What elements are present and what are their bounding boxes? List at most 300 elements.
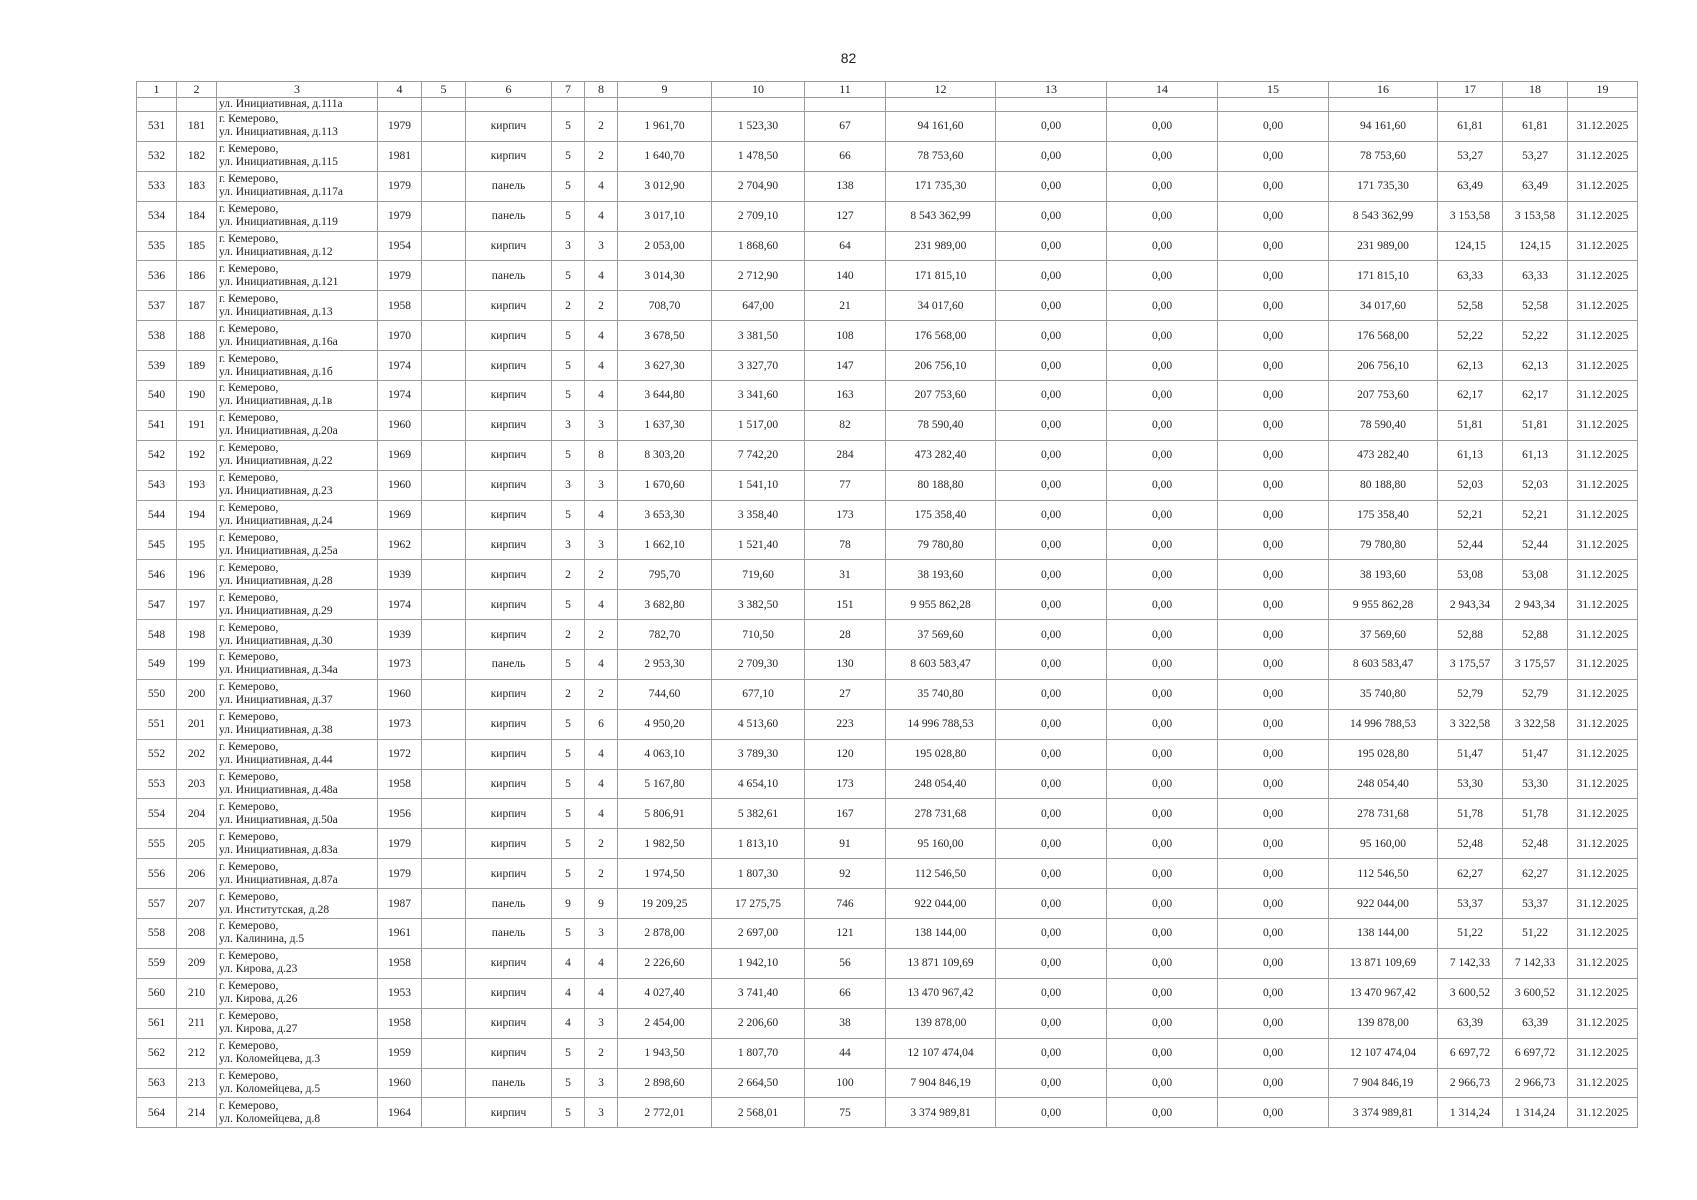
table-cell: 175 358,40 xyxy=(886,500,996,530)
table-cell: 0,00 xyxy=(1107,500,1218,530)
table-cell: 52,58 xyxy=(1438,291,1503,321)
table-cell: 0,00 xyxy=(1218,171,1329,201)
housing-register-table xyxy=(136,81,1638,1128)
table-cell: 0,00 xyxy=(1107,410,1218,440)
address-street: ул. Инициативная, д.25а xyxy=(219,544,338,557)
table-cell: 204 xyxy=(177,799,217,829)
table-row xyxy=(137,560,1638,590)
table-cell: 5 xyxy=(552,650,585,680)
table-cell: 206 756,10 xyxy=(886,351,996,381)
table-cell: 95 160,00 xyxy=(1329,829,1438,859)
table-row xyxy=(137,1008,1638,1038)
table-cell: 63,39 xyxy=(1503,1008,1568,1038)
table-cell: 1969 xyxy=(378,440,422,470)
table-cell: 557 xyxy=(137,889,177,919)
table-cell: 6 697,72 xyxy=(1438,1038,1503,1068)
table-cell xyxy=(552,98,585,112)
table-cell: 3 175,57 xyxy=(1438,650,1503,680)
table-row xyxy=(137,440,1638,470)
table-cell: 0,00 xyxy=(996,530,1107,560)
table-cell: 208 xyxy=(177,919,217,949)
table-cell xyxy=(422,470,466,500)
table-cell: 552 xyxy=(137,739,177,769)
table-cell xyxy=(422,650,466,680)
table-cell: 3 682,80 xyxy=(618,590,712,620)
table-cell: 53,37 xyxy=(1438,889,1503,919)
table-cell: 1 974,50 xyxy=(618,859,712,889)
table-cell: 38 193,60 xyxy=(1329,560,1438,590)
table-row xyxy=(137,141,1638,171)
address-cell xyxy=(217,1098,378,1128)
table-cell: 80 188,80 xyxy=(1329,470,1438,500)
table-cell: 182 xyxy=(177,141,217,171)
table-cell: 61,81 xyxy=(1438,112,1503,142)
table-cell: кирпич xyxy=(466,470,552,500)
table-cell: 202 xyxy=(177,739,217,769)
table-cell: 53,30 xyxy=(1503,769,1568,799)
table-cell: 0,00 xyxy=(1107,470,1218,500)
table-cell: 34 017,60 xyxy=(886,291,996,321)
table-cell: 1973 xyxy=(378,709,422,739)
table-cell: кирпич xyxy=(466,799,552,829)
table-cell: 4 xyxy=(585,261,618,291)
table-cell: 2 xyxy=(552,560,585,590)
table-cell: 5 xyxy=(552,381,585,411)
table-cell: 207 xyxy=(177,889,217,919)
table-cell: 1 982,50 xyxy=(618,829,712,859)
table-cell: 0,00 xyxy=(996,201,1107,231)
table-cell: 17 275,75 xyxy=(712,889,805,919)
column-header: 4 xyxy=(378,82,422,98)
table-cell: 53,08 xyxy=(1438,560,1503,590)
address-street: ул. Инициативная, д.87а xyxy=(219,873,338,886)
table-cell: 1 314,24 xyxy=(1438,1098,1503,1128)
table-cell: 0,00 xyxy=(1218,799,1329,829)
table-cell: 3 341,60 xyxy=(712,381,805,411)
table-cell: 537 xyxy=(137,291,177,321)
table-cell: 0,00 xyxy=(1107,919,1218,949)
table-cell: 4 xyxy=(585,500,618,530)
table-cell: 12 107 474,04 xyxy=(886,1038,996,1068)
table-cell: 3 012,90 xyxy=(618,171,712,201)
table-cell: 35 740,80 xyxy=(886,679,996,709)
address-cell xyxy=(217,291,378,321)
table-cell: 3 xyxy=(585,470,618,500)
table-cell: 4 xyxy=(585,650,618,680)
address-city: г. Кемерово, xyxy=(219,711,279,724)
table-cell: 212 xyxy=(177,1038,217,1068)
table-cell: 5 xyxy=(552,829,585,859)
table-cell: 210 xyxy=(177,978,217,1008)
table-cell xyxy=(1329,98,1438,112)
continuation-row xyxy=(137,98,1638,112)
table-row xyxy=(137,859,1638,889)
table-cell: 2 709,30 xyxy=(712,650,805,680)
table-cell: 62,17 xyxy=(1503,381,1568,411)
table-cell: 127 xyxy=(805,201,886,231)
table-cell: 31.12.2025 xyxy=(1568,1098,1638,1128)
table-cell: 31.12.2025 xyxy=(1568,620,1638,650)
table-cell: 151 xyxy=(805,590,886,620)
table-cell: 0,00 xyxy=(996,1068,1107,1098)
table-cell: 555 xyxy=(137,829,177,859)
table-cell: 7 904 846,19 xyxy=(1329,1068,1438,1098)
address-street: ул. Инициативная, д.119 xyxy=(219,216,338,229)
table-cell: 1 517,00 xyxy=(712,410,805,440)
table-cell: 31.12.2025 xyxy=(1568,799,1638,829)
table-cell: 31.12.2025 xyxy=(1568,1068,1638,1098)
table-cell: 63,33 xyxy=(1438,261,1503,291)
table-cell: 0,00 xyxy=(1218,1038,1329,1068)
table-cell: 206 756,10 xyxy=(1329,351,1438,381)
table-cell: 0,00 xyxy=(1218,1068,1329,1098)
table-cell: 31.12.2025 xyxy=(1568,769,1638,799)
page-number: 82 xyxy=(840,50,857,66)
table-cell: 0,00 xyxy=(996,440,1107,470)
table-cell: панель xyxy=(466,201,552,231)
table-cell: 53,27 xyxy=(1503,141,1568,171)
table-cell: 0,00 xyxy=(996,919,1107,949)
address-city: г. Кемерово, xyxy=(219,1099,279,1112)
table-cell: 541 xyxy=(137,410,177,440)
table-cell: 207 753,60 xyxy=(1329,381,1438,411)
table-cell: 5 xyxy=(552,919,585,949)
table-cell: 13 470 967,42 xyxy=(1329,978,1438,1008)
table-cell: 6 697,72 xyxy=(1503,1038,1568,1068)
table-cell: 31.12.2025 xyxy=(1568,1008,1638,1038)
table-cell: 3 741,40 xyxy=(712,978,805,1008)
table-cell xyxy=(422,112,466,142)
table-cell: 1974 xyxy=(378,351,422,381)
address-city: г. Кемерово, xyxy=(219,1040,279,1053)
table-cell xyxy=(422,381,466,411)
table-cell: 206 xyxy=(177,859,217,889)
table-cell: 31.12.2025 xyxy=(1568,231,1638,261)
table-cell: 563 xyxy=(137,1068,177,1098)
table-cell: 3 014,30 xyxy=(618,261,712,291)
table-cell: 214 xyxy=(177,1098,217,1128)
table-cell: 3 xyxy=(585,1068,618,1098)
table-cell: 0,00 xyxy=(996,381,1107,411)
table-cell: панель xyxy=(466,650,552,680)
table-cell: панель xyxy=(466,261,552,291)
table-cell xyxy=(1438,98,1503,112)
table-cell: кирпич xyxy=(466,679,552,709)
table-cell: 51,47 xyxy=(1438,739,1503,769)
table-cell: 52,58 xyxy=(1503,291,1568,321)
address-street: ул. Инициативная, д.37 xyxy=(219,694,333,707)
address-street: ул. Инициативная, д.83а xyxy=(219,843,338,856)
table-cell: 13 871 109,69 xyxy=(1329,948,1438,978)
table-row xyxy=(137,620,1638,650)
table-cell: 7 142,33 xyxy=(1438,948,1503,978)
table-cell: 0,00 xyxy=(996,1098,1107,1128)
table-cell: 3 374 989,81 xyxy=(886,1098,996,1128)
address-cell xyxy=(217,112,378,142)
table-cell xyxy=(805,98,886,112)
table-row xyxy=(137,590,1638,620)
table-cell: 31.12.2025 xyxy=(1568,709,1638,739)
table-cell: 0,00 xyxy=(996,739,1107,769)
table-cell: 3 xyxy=(552,410,585,440)
address-street: ул. Инициативная, д.1б xyxy=(219,365,333,378)
address-city: г. Кемерово, xyxy=(219,561,279,574)
table-cell: 61,13 xyxy=(1503,440,1568,470)
table-cell: 0,00 xyxy=(996,948,1107,978)
table-cell: 198 xyxy=(177,620,217,650)
table-cell: 0,00 xyxy=(996,1038,1107,1068)
table-row xyxy=(137,1068,1638,1098)
table-cell: 196 xyxy=(177,560,217,590)
table-cell: 3 xyxy=(585,1008,618,1038)
table-cell: 31.12.2025 xyxy=(1568,919,1638,949)
table-cell: 171 815,10 xyxy=(886,261,996,291)
column-header: 3 xyxy=(217,82,378,98)
table-cell xyxy=(466,98,552,112)
table-cell: 1 541,10 xyxy=(712,470,805,500)
address-city: г. Кемерово, xyxy=(219,531,279,544)
table-cell: 0,00 xyxy=(996,560,1107,590)
address-city: г. Кемерово, xyxy=(219,173,279,186)
table-cell: 0,00 xyxy=(1218,1008,1329,1038)
table-cell: 545 xyxy=(137,530,177,560)
table-cell: 3 627,30 xyxy=(618,351,712,381)
table-cell: 0,00 xyxy=(1107,261,1218,291)
table-cell xyxy=(422,1008,466,1038)
table-cell xyxy=(422,351,466,381)
table-cell: 199 xyxy=(177,650,217,680)
table-cell: 0,00 xyxy=(1107,829,1218,859)
table-cell: 4 027,40 xyxy=(618,978,712,1008)
table-cell xyxy=(585,98,618,112)
table-cell: кирпич xyxy=(466,978,552,1008)
table-cell: 0,00 xyxy=(1107,1038,1218,1068)
table-cell: 1987 xyxy=(378,889,422,919)
table-cell: 0,00 xyxy=(1218,620,1329,650)
table-cell: 0,00 xyxy=(1218,739,1329,769)
table-cell: 0,00 xyxy=(996,769,1107,799)
table-cell: 7 904 846,19 xyxy=(886,1068,996,1098)
address-city: г. Кемерово, xyxy=(219,591,279,604)
table-cell: 0,00 xyxy=(1107,112,1218,142)
table-cell xyxy=(422,1068,466,1098)
table-cell: кирпич xyxy=(466,948,552,978)
table-cell xyxy=(422,859,466,889)
table-cell: 0,00 xyxy=(1218,590,1329,620)
table-cell: 677,10 xyxy=(712,679,805,709)
table-cell: 1962 xyxy=(378,530,422,560)
table-cell: 0,00 xyxy=(1218,381,1329,411)
table-cell: 31.12.2025 xyxy=(1568,351,1638,381)
table-cell: 52,03 xyxy=(1438,470,1503,500)
table-cell: 53,08 xyxy=(1503,560,1568,590)
table-cell: 0,00 xyxy=(996,650,1107,680)
table-cell: 193 xyxy=(177,470,217,500)
table-cell: 80 188,80 xyxy=(886,470,996,500)
table-cell: кирпич xyxy=(466,709,552,739)
table-cell: 175 358,40 xyxy=(1329,500,1438,530)
table-cell xyxy=(886,98,996,112)
table-cell xyxy=(996,98,1107,112)
table-cell: 1956 xyxy=(378,799,422,829)
table-cell: кирпич xyxy=(466,321,552,351)
table-cell xyxy=(422,440,466,470)
table-cell: 0,00 xyxy=(1107,739,1218,769)
table-cell: кирпич xyxy=(466,590,552,620)
table-cell: 94 161,60 xyxy=(1329,112,1438,142)
table-cell: 181 xyxy=(177,112,217,142)
table-cell: 3 322,58 xyxy=(1438,709,1503,739)
column-header: 16 xyxy=(1329,82,1438,98)
table-cell: 138 144,00 xyxy=(1329,919,1438,949)
table-cell: 549 xyxy=(137,650,177,680)
table-cell: 0,00 xyxy=(996,859,1107,889)
table-cell: 173 xyxy=(805,769,886,799)
table-cell: 5 xyxy=(552,1038,585,1068)
address-city: г. Кемерово, xyxy=(219,771,279,784)
table-cell: 0,00 xyxy=(1107,530,1218,560)
table-cell: 201 xyxy=(177,709,217,739)
table-cell: 1974 xyxy=(378,590,422,620)
table-cell: кирпич xyxy=(466,1008,552,1038)
table-cell: 190 xyxy=(177,381,217,411)
address-city: г. Кемерово, xyxy=(219,292,279,305)
table-cell: 0,00 xyxy=(996,829,1107,859)
table-cell: 5 xyxy=(552,500,585,530)
table-cell: 185 xyxy=(177,231,217,261)
continuation-address: ул. Инициативная, д.111а xyxy=(217,98,378,112)
table-cell: 0,00 xyxy=(996,709,1107,739)
table-cell: 922 044,00 xyxy=(1329,889,1438,919)
table-cell: 2 712,90 xyxy=(712,261,805,291)
table-cell: 1 521,40 xyxy=(712,530,805,560)
table-cell: кирпич xyxy=(466,440,552,470)
table-cell: 1959 xyxy=(378,1038,422,1068)
table-cell: 51,81 xyxy=(1503,410,1568,440)
table-cell: 2 664,50 xyxy=(712,1068,805,1098)
table-cell: 5 xyxy=(552,709,585,739)
table-cell: кирпич xyxy=(466,739,552,769)
table-cell: 211 xyxy=(177,1008,217,1038)
table-cell xyxy=(422,1038,466,1068)
table-cell xyxy=(422,261,466,291)
table-cell: кирпич xyxy=(466,112,552,142)
table-cell: 0,00 xyxy=(1107,859,1218,889)
table-cell xyxy=(422,141,466,171)
table-cell: 719,60 xyxy=(712,560,805,590)
table-cell: кирпич xyxy=(466,351,552,381)
table-cell: 744,60 xyxy=(618,679,712,709)
table-cell: 4 950,20 xyxy=(618,709,712,739)
table-cell: 231 989,00 xyxy=(886,231,996,261)
table-row xyxy=(137,1038,1638,1068)
table-cell: 2 xyxy=(585,829,618,859)
table-cell: 0,00 xyxy=(1218,261,1329,291)
table-cell: 1979 xyxy=(378,171,422,201)
table-cell: 37 569,60 xyxy=(886,620,996,650)
table-cell: 21 xyxy=(805,291,886,321)
table-cell: 3 382,50 xyxy=(712,590,805,620)
table-cell: 51,81 xyxy=(1438,410,1503,440)
address-cell xyxy=(217,321,378,351)
table-cell: 63,49 xyxy=(1503,171,1568,201)
table-cell: 0,00 xyxy=(1218,769,1329,799)
table-cell: 1 943,50 xyxy=(618,1038,712,1068)
table-cell: 79 780,80 xyxy=(1329,530,1438,560)
table-cell xyxy=(422,291,466,321)
address-street: ул. Коломейцева, д.3 xyxy=(219,1053,321,1066)
address-street: ул. Инициативная, д.115 xyxy=(219,156,338,169)
table-cell: 138 xyxy=(805,171,886,201)
table-cell: 31.12.2025 xyxy=(1568,171,1638,201)
column-header: 15 xyxy=(1218,82,1329,98)
table-cell: 52,48 xyxy=(1503,829,1568,859)
table-cell: кирпич xyxy=(466,500,552,530)
table-cell: 3 653,30 xyxy=(618,500,712,530)
table-cell: 0,00 xyxy=(1107,291,1218,321)
table-cell: 0,00 xyxy=(1107,231,1218,261)
table-cell: 1960 xyxy=(378,410,422,440)
address-cell xyxy=(217,769,378,799)
table-cell: 3 xyxy=(552,530,585,560)
table-cell: 0,00 xyxy=(996,321,1107,351)
table-row xyxy=(137,231,1638,261)
address-street: ул. Инициативная, д.121 xyxy=(219,275,339,288)
table-cell: 556 xyxy=(137,859,177,889)
table-cell: 0,00 xyxy=(1218,679,1329,709)
table-cell: 532 xyxy=(137,141,177,171)
address-street: ул. Калинина, д.5 xyxy=(219,933,305,946)
table-cell: 4 xyxy=(585,739,618,769)
table-cell: 95 160,00 xyxy=(886,829,996,859)
table-cell xyxy=(422,769,466,799)
table-cell: 192 xyxy=(177,440,217,470)
column-header: 7 xyxy=(552,82,585,98)
table-cell: 28 xyxy=(805,620,886,650)
table-cell: 205 xyxy=(177,829,217,859)
table-cell: 0,00 xyxy=(1218,231,1329,261)
table-cell xyxy=(422,98,466,112)
table-cell: 544 xyxy=(137,500,177,530)
table-cell: 203 xyxy=(177,769,217,799)
table-cell: 1954 xyxy=(378,231,422,261)
table-cell: 188 xyxy=(177,321,217,351)
table-cell: 0,00 xyxy=(996,978,1107,1008)
address-cell xyxy=(217,171,378,201)
table-row xyxy=(137,470,1638,500)
table-cell: 3 153,58 xyxy=(1438,201,1503,231)
table-cell xyxy=(422,919,466,949)
table-cell: 0,00 xyxy=(996,620,1107,650)
table-cell: 2 xyxy=(552,679,585,709)
address-street: ул. Инициативная, д.23 xyxy=(219,485,333,498)
table-cell xyxy=(712,98,805,112)
table-cell: 31.12.2025 xyxy=(1568,859,1638,889)
table-cell: 5 xyxy=(552,261,585,291)
table-cell: 100 xyxy=(805,1068,886,1098)
table-cell: 112 546,50 xyxy=(886,859,996,889)
table-cell: 4 xyxy=(585,590,618,620)
table-cell: 2 xyxy=(585,112,618,142)
table-cell: 63,49 xyxy=(1438,171,1503,201)
table-cell: 1 637,30 xyxy=(618,410,712,440)
table-cell: 4 xyxy=(585,978,618,1008)
table-cell: 3 xyxy=(585,919,618,949)
table-cell xyxy=(422,410,466,440)
address-street: ул. Коломейцева, д.8 xyxy=(219,1112,321,1125)
table-cell: 67 xyxy=(805,112,886,142)
address-street: ул. Инициативная, д.22 xyxy=(219,455,333,468)
